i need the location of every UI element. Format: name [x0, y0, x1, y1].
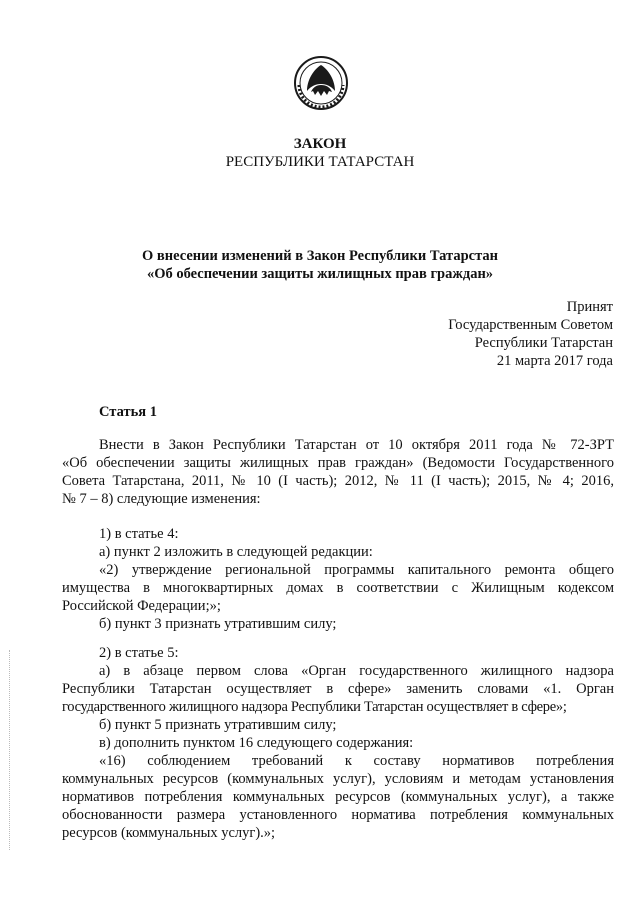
text-line: № 7 – 8) следующие изменения:	[62, 491, 261, 507]
heading-line: О внесении изменений в Закон Республики Татарстан	[142, 248, 498, 264]
article-title: Статья 1	[99, 404, 157, 420]
text-line: Совета Татарстана, 2011, № 10 (I часть); 2012, № 11 (I часть); 2015, № 4; 2016,	[62, 473, 614, 489]
text-line: ресурсов (коммунальных услуг).»;	[62, 825, 276, 841]
adoption-line: Республики Татарстан	[474, 335, 613, 351]
document-heading	[0, 247, 640, 283]
text-line: а) пункт 2 изложить в следующей редакции:	[99, 544, 373, 560]
text-line: обоснованности размера установленного норматива потребления коммунальных	[62, 807, 614, 823]
republic-label: РЕСПУБЛИКИ ТАТАРСТАН	[225, 154, 415, 170]
adoption-line: Государственным Советом	[448, 317, 613, 333]
scan-edge	[9, 650, 11, 850]
amendment-item-1	[62, 525, 614, 633]
text-line: нормативов потребления коммунальных ресурсов (коммунальных услуг), а также	[62, 789, 614, 805]
item-head: 1) в статье 4:	[99, 526, 179, 542]
text-line: Республики Татарстан осуществляет в сфере» заменить словами «1. Орган	[62, 681, 614, 697]
adoption-date: 21 марта 2017 года	[496, 353, 613, 369]
text-line: б) пункт 3 признать утратившим силу;	[99, 616, 337, 632]
adoption-line: Принят	[566, 299, 613, 315]
text-line: «Об обеспечении защиты жилищных прав граждан» (Ведомости Государственного	[62, 455, 614, 471]
item-head: 2) в статье 5:	[99, 645, 179, 661]
law-label: ЗАКОН	[293, 136, 347, 152]
heading-line: «Об обеспечении защиты жилищных прав граждан»	[146, 266, 494, 282]
text-line: Российской Федерации;»;	[62, 598, 221, 614]
text-line: «2) утверждение региональной программы капитального ремонта общего	[99, 562, 614, 578]
text-line: а) в абзаце первом слова «Орган государственного жилищного надзора	[99, 663, 614, 679]
intro-paragraph	[62, 436, 614, 508]
text-line: коммунальных ресурсов (коммунальных услуг), условиям и методам установления	[62, 771, 614, 787]
amendment-item-2	[62, 644, 614, 842]
text-line: Внести в Закон Республики Татарстан от 10 октября 2011 года № 72-ЗРТ	[99, 437, 614, 453]
text-line: в) дополнить пунктом 16 следующего содержания:	[99, 735, 414, 751]
text-line: имущества в многоквартирных домах в соответствии с Жилищным кодексом	[62, 580, 614, 596]
text-line: государственного жилищного надзора Республики Татарстан осуществляет в сфере»;	[62, 699, 567, 715]
coat-of-arms-icon	[293, 55, 349, 111]
text-line: б) пункт 5 признать утратившим силу;	[99, 717, 337, 733]
adoption-note	[448, 298, 613, 370]
text-line: «16) соблюдением требований к составу нормативов потребления	[99, 753, 614, 769]
